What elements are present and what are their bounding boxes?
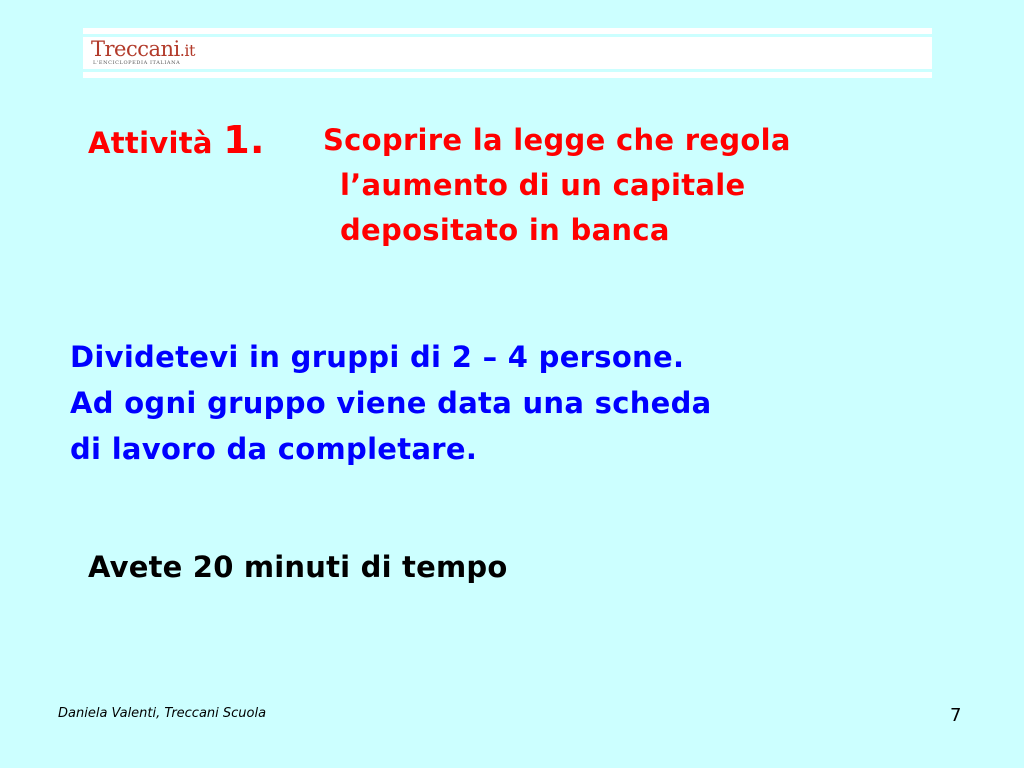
page-number: 7 [950, 705, 962, 726]
instruction-line: Ad ogni gruppo viene data una scheda [70, 386, 712, 420]
title-number: 1. [223, 118, 265, 162]
treccani-logo [89, 37, 201, 69]
footer-author: Daniela Valenti, Treccani Scuola [58, 706, 267, 721]
logo-subtitle: L'ENCICLOPEDIA ITALIANA [93, 60, 181, 66]
instruction-line: di lavoro da completare. [70, 432, 478, 466]
logo-name: Treccani [91, 37, 180, 61]
title-line: depositato in banca [340, 213, 670, 247]
instructions-text [70, 334, 712, 472]
title-line: Scoprire la legge che regola [323, 123, 791, 157]
time-note: Avete 20 minuti di tempo [88, 550, 508, 584]
banner-top-stripe [83, 34, 932, 37]
banner-bottom-stripe [83, 69, 932, 72]
instruction-line: Dividetevi in gruppi di 2 – 4 persone. [70, 340, 685, 374]
title-prefix: Attività [88, 126, 213, 160]
title-line: l’aumento di un capitale [340, 168, 746, 202]
header-banner [83, 28, 932, 78]
logo-suffix: .it [179, 41, 195, 60]
slide-title [88, 118, 791, 247]
title-text [323, 118, 966, 253]
